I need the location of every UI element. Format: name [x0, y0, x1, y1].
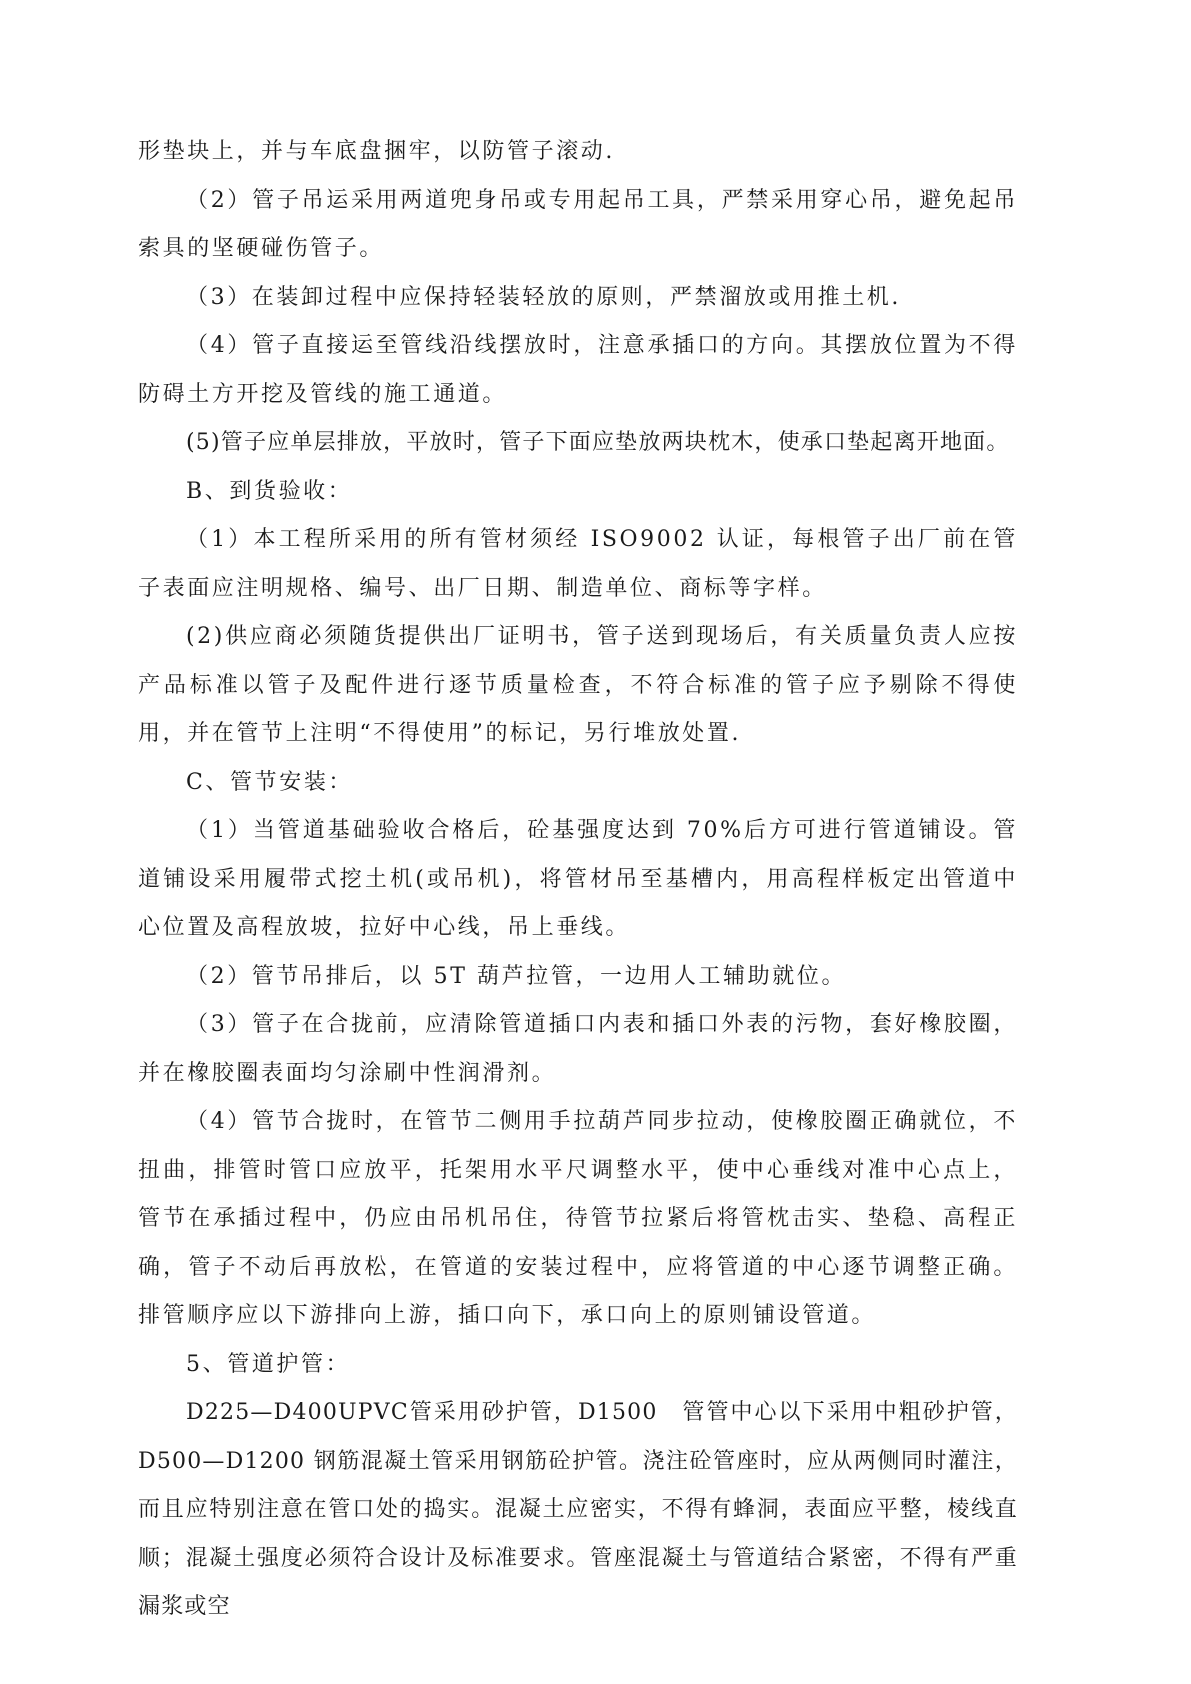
section-heading-c: C、管节安装： — [186, 769, 354, 795]
paragraph-3: （3）在装卸过程中应保持轻装轻放的原则，严禁溜放或用推土机. — [186, 284, 901, 310]
paragraph-2: （2）管子吊运采用两道兜身吊或专用起吊工具，严禁采用穿心吊，避免起吊索具的坚硬碰伤管子。 — [138, 187, 1018, 261]
paragraph-12: D225—D400UPVC管采用砂护管，D1500 管管中心以下采用中粗砂护管，D500—D1200 钢筋混凝土管采用钢筋砼护管。浇注砼管座时，应从两侧同时灌注，而且应特别注意在管口处的捣实。混凝土应密实，不得有蜂洞，表面应平整，棱线直顺；混凝土强度必须符合设计及标准要求。管座混凝土与管道结合紧密，不得有严重漏浆或空 — [138, 1400, 1018, 1619]
paragraph-7: (2)供应商必须随货提供出厂证明书，管子送到现场后，有关质量负责人应按产品标准以管子及配件进行逐节质量检查，不符合标准的管子应予剔除不得使用，并在管节上注明“不得使用”的标记，另行堆放处置. — [138, 624, 1018, 746]
paragraph-4: （4）管子直接运至管线沿线摆放时，注意承插口的方向。其摆放位置为不得防碍土方开挖及管线的施工通道。 — [138, 333, 1018, 407]
document-page — [138, 128, 1018, 1632]
section-heading-b: B、到货验收： — [186, 478, 353, 504]
paragraph-1: 形垫块上，并与车底盘捆牢，以防管子滚动. — [138, 139, 615, 164]
paragraph-6: （1）本工程所采用的所有管材须经 ISO9002 认证，每根管子出厂前在管子表面应注明规格、编号、出厂日期、制造单位、商标等字样。 — [138, 527, 1018, 601]
paragraph-8: （1）当管道基础验收合格后，砼基强度达到 70%后方可进行管道铺设。管道铺设采用履带式挖土机(或吊机)，将管材吊至基槽内，用高程样板定出管道中心位置及高程放坡，拉好中心线，吊上垂线。 — [138, 818, 1018, 940]
paragraph-11: （4）管节合拢时，在管节二侧用手拉葫芦同步拉动，使橡胶圈正确就位，不扭曲，排管时管口应放平，托架用水平尺调整水平，使中心垂线对准中心点上，管节在承插过程中，仍应由吊机吊住，待管节拉紧后将管枕击实、垫稳、高程正确，管子不动后再放松，在管道的安装过程中，应将管道的中心逐节调整正确。排管顺序应以下游排向上游，插口向下，承口向上的原则铺设管道。 — [138, 1109, 1018, 1328]
paragraph-10: （3）管子在合拢前，应清除管道插口内表和插口外表的污物，套好橡胶圈，并在橡胶圈表面均匀涂刷中性润滑剂。 — [138, 1012, 1018, 1086]
section-heading-5: 5、管道护管： — [186, 1351, 351, 1377]
paragraph-9: （2）管节吊排后，以 5T 葫芦拉管，一边用人工辅助就位。 — [186, 963, 847, 989]
paragraph-5: (5)管子应单层排放，平放时，管子下面应垫放两块枕木，使承口垫起离开地面。 — [186, 430, 1010, 455]
